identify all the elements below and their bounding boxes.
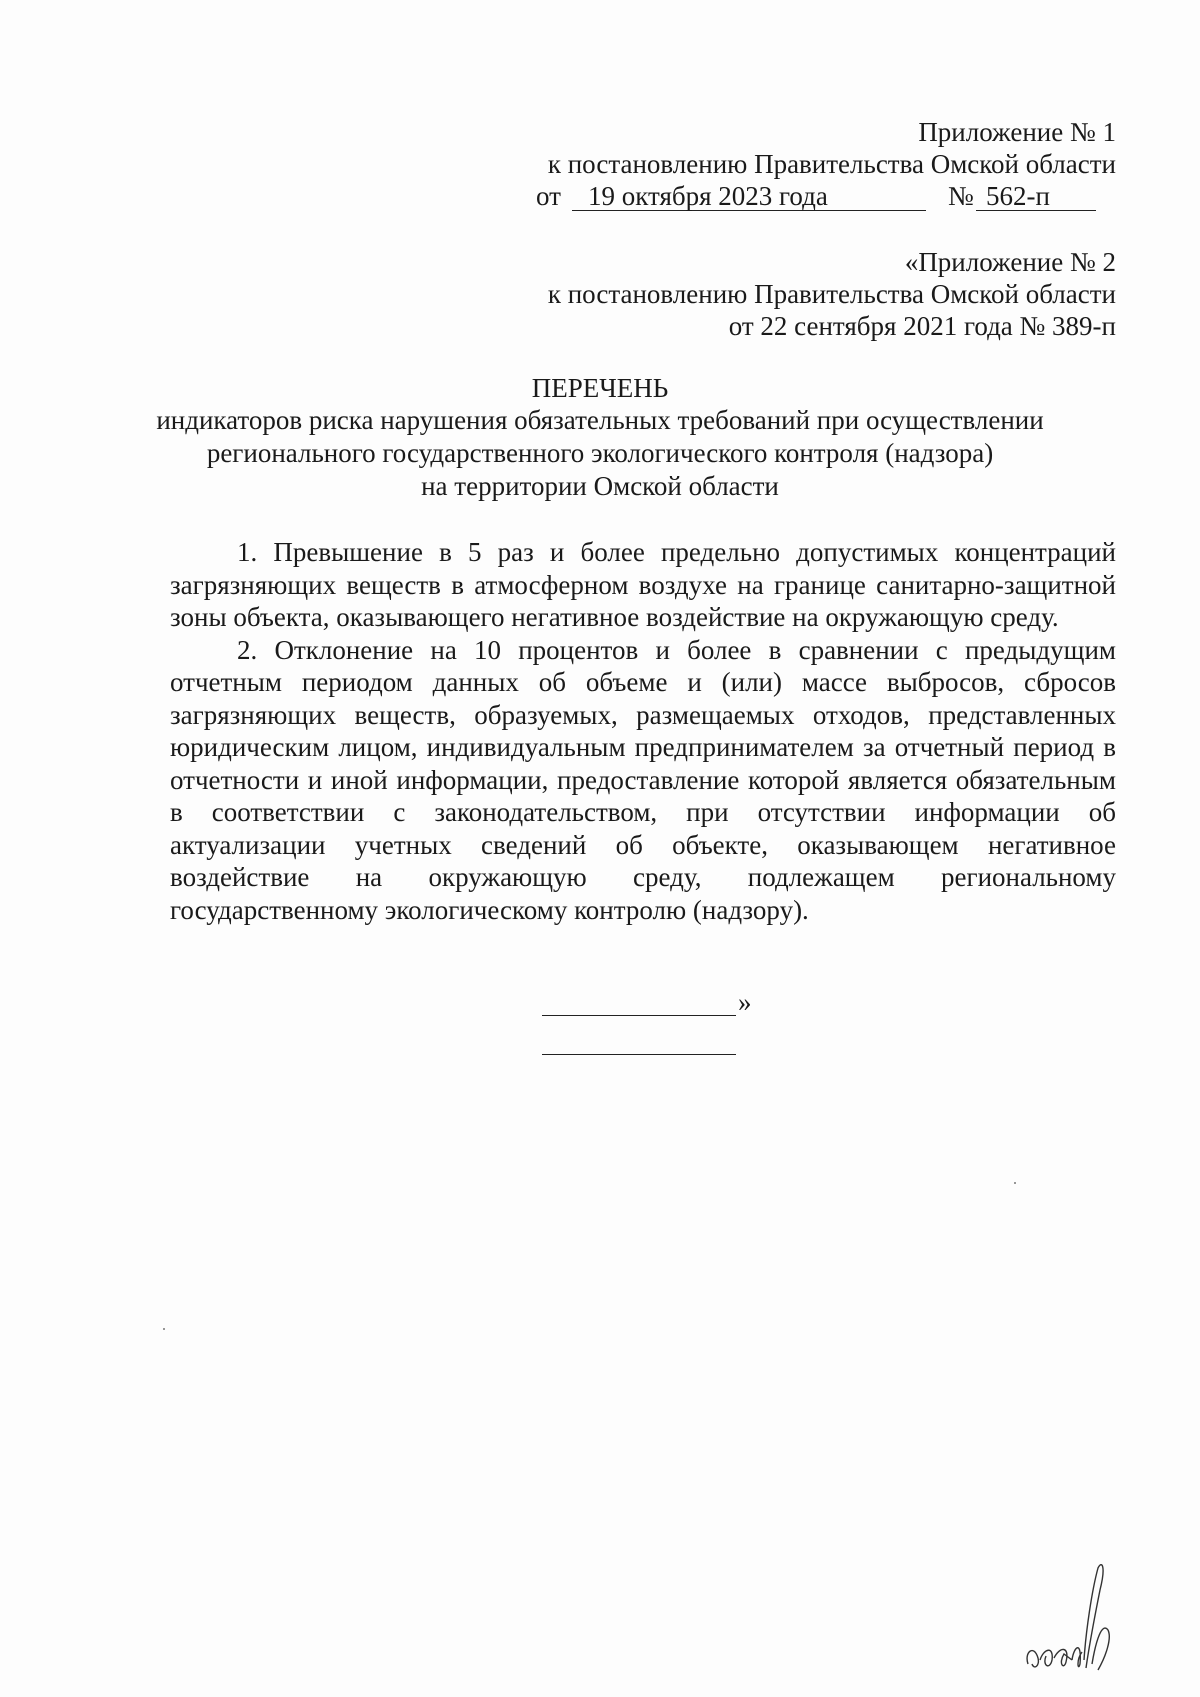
number-value: 562-п	[986, 181, 1050, 211]
document-title: ПЕРЕЧЕНЬ	[531, 373, 669, 403]
indicator-item-1: 1. Превышение в 5 раз и более предельно допустимых концентраций загрязняющих веществ в атмосферном воздухе на границе санитарно-защитной зоны объекта, оказывающего негативное воздействие на окружающую среду.	[170, 537, 1116, 632]
original-appendix-date: от 22 сентября 2021 года № 389-п	[728, 311, 1116, 341]
number-prefix: №	[948, 181, 974, 211]
scan-speck	[1014, 1182, 1016, 1184]
scan-speck	[163, 1328, 165, 1330]
original-appendix-number: «Приложение № 2	[904, 247, 1116, 277]
closing-quote: »	[738, 987, 752, 1017]
date-prefix: от	[536, 181, 561, 211]
date-field	[572, 180, 926, 211]
original-appendix-reference: к постановлению Правительства Омской области	[547, 279, 1116, 309]
indicator-list	[170, 536, 1116, 926]
appendix-reference: к постановлению Правительства Омской области	[547, 149, 1116, 179]
appendix-number: Приложение № 1	[918, 117, 1116, 147]
number-field	[976, 180, 1096, 211]
closing-dash-line	[542, 1015, 736, 1016]
document-subtitle-line-3: на территории Омской области	[421, 471, 779, 501]
handwritten-signature	[1020, 1560, 1116, 1680]
document-subtitle-line-1: индикаторов риска нарушения обязательных требований при осуществлении	[156, 405, 1044, 435]
end-dash-line	[542, 1054, 736, 1055]
date-value: 19 октября 2023 года	[588, 181, 828, 211]
indicator-item-2: 2. Отклонение на 10 процентов и более в сравнении с предыдущим отчетным периодом данных об объеме и (или) массе выбросов, сбросов загрязняющих веществ, образуемых, размещаемых отходов, представленных юридическим лицом, индивидуальным предпринимателем за отчетный период в отчетности и иной информации, предоставление которой является обязательным в соответствии с законодательством, при отсутствии информации об актуализации учетных сведений об объекте, оказывающем негативное воздействие на окружающую среду, подлежащем региональному государственному экологическому контролю (надзору).	[170, 634, 1116, 925]
document-subtitle-line-2: регионального государственного экологического контроля (надзора)	[206, 438, 994, 468]
